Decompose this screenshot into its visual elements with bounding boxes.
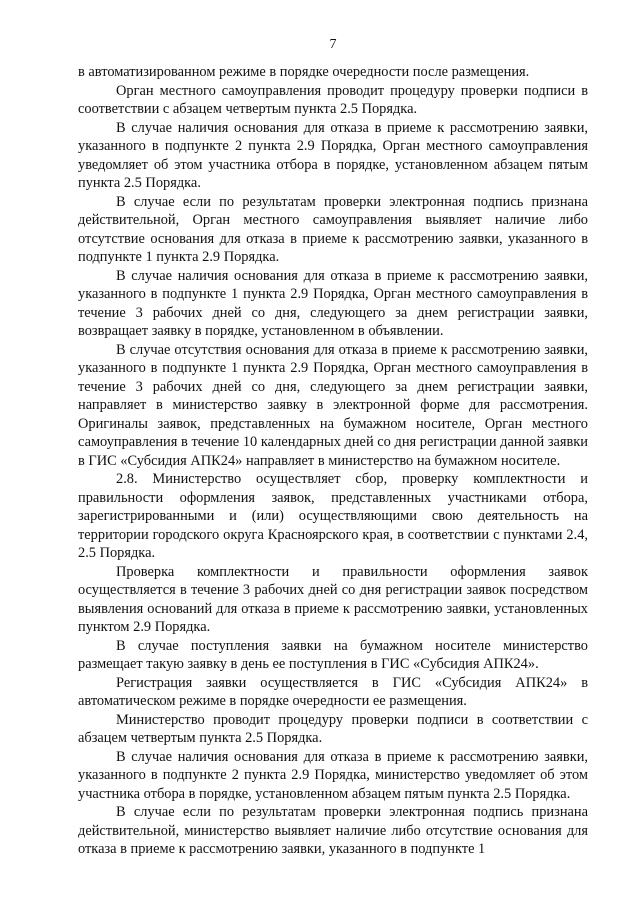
paragraph: В случае наличия основания для отказа в приеме к рассмотрению заявки, указанного в подпункте 2 пункта 2.9 Порядка, Орган местного самоуправления уведомляет об этом участника отбора в порядке, установленном абзацем пятым пункта 2.5 Порядка. (78, 119, 588, 191)
paragraph: Министерство проводит процедуру проверки подписи в соответствии с абзацем четвертым пункта 2.5 Порядка. (78, 711, 588, 746)
document-body (78, 63, 588, 859)
paragraph: В случае наличия основания для отказа в приеме к рассмотрению заявки, указанного в подпункте 1 пункта 2.9 Порядка, Орган местного самоуправления в течение 3 рабочих дней со дня, следующего за днем регистрации заявки, возвращает заявку в порядке, установленном в объявлении. (78, 267, 588, 339)
paragraph: в автоматизированном режиме в порядке очередности после размещения. (78, 64, 530, 80)
paragraph: В случае наличия основания для отказа в приеме к рассмотрению заявки, указанного в подпункте 2 пункта 2.9 Порядка, министерство уведомляет об этом участника отбора в порядке, установленном абзацем пятым пункта 2.5 Порядка. (78, 748, 588, 802)
paragraph: В случае если по результатам проверки электронная подпись признана действительной, министерство выявляет наличие либо отсутствие основания для отказа в приеме к рассмотрению заявки, указанного в подпункте 1 (78, 804, 588, 857)
paragraph: Орган местного самоуправления проводит процедуру проверки подписи в соответствии с абзацем четвертым пункта 2.5 Порядка. (78, 82, 588, 117)
paragraph-section-2-8: 2.8. Министерство осуществляет сбор, проверку комплектности и правильности оформления заявок, представленных участниками отбора, зарегистрированными и (или) осуществляющими свою деятельность на территории городского округа Красноярского края, в соответствии с пунктами 2.4, 2.5 Порядка. (78, 471, 588, 561)
paragraph: В случае отсутствия основания для отказа в приеме к рассмотрению заявки, указанного в подпункте 1 пункта 2.9 Порядка, Орган местного самоуправления в течение 3 рабочих дней со дня, следующего за днем регистрации заявки, направляет в министерство заявку в электронной форме для рассмотрения. Оригиналы заявок, представленных на бумажном носителе, Орган местного самоуправления в течение 10 календарных дней со дня регистрации данной заявки в ГИС «Субсидия АПК24» направляет в министерство на бумажном носителе. (78, 341, 588, 469)
paragraph: В случае поступления заявки на бумажном носителе министерство размещает такую заявку в день ее поступления в ГИС «Субсидия АПК24». (78, 637, 588, 672)
paragraph: Регистрация заявки осуществляется в ГИС «Субсидия АПК24» в автоматическом режиме в порядке очередности ее размещения. (78, 674, 588, 709)
paragraph: В случае если по результатам проверки электронная подпись признана действительной, Орган местного самоуправления выявляет наличие либо отсутствие основания для отказа в приеме к рассмотрению заявки, указанного в подпункте 1 пункта 2.9 Порядка. (78, 193, 588, 265)
page-number: 7 (329, 37, 337, 52)
paragraph: Проверка комплектности и правильности оформления заявок осуществляется в течение 3 рабочих дней со дня регистрации заявок посредством выявления оснований для отказа в приеме к рассмотрению заявки, установленных пунктом 2.9 Порядка. (78, 563, 588, 635)
